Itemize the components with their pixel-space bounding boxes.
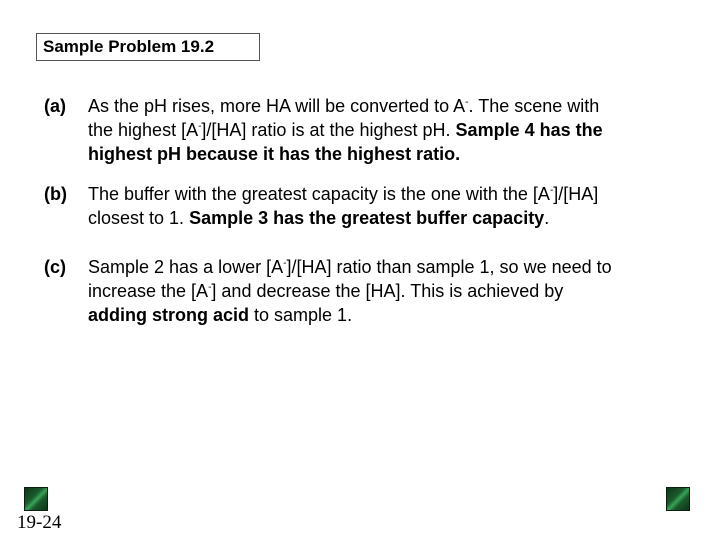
superscript: -	[465, 97, 469, 108]
part-b-label: (b)	[44, 184, 67, 204]
text-run: increase the [A	[88, 281, 209, 301]
text-run: ] and decrease the [HA]. This is achieved by	[211, 281, 564, 301]
part-c-text	[88, 255, 694, 327]
text-run: As the pH rises, more HA will be converted to A	[88, 96, 466, 116]
part-c-line-1	[88, 255, 694, 279]
part-b-line-2	[88, 206, 694, 230]
part-a-line-2	[88, 118, 694, 142]
part-b-text	[88, 182, 694, 230]
text-run: to sample 1.	[249, 305, 353, 325]
text-run: ]/[HA] ratio is at the highest pH.	[201, 120, 456, 140]
part-a-line-1	[88, 94, 694, 118]
text-run: . The scene with	[468, 96, 600, 116]
part-c-line-3	[88, 303, 694, 327]
bold-run: highest pH because it has the highest ratio.	[88, 144, 461, 164]
superscript: -	[549, 185, 554, 196]
text-run: ]/[HA]	[553, 184, 599, 204]
bold-run: Sample 3 has the greatest buffer capacity	[189, 208, 545, 228]
bold-run: adding strong acid	[88, 305, 250, 325]
text-run: .	[544, 208, 550, 228]
text-run: Sample 2 has a lower [A	[88, 257, 284, 277]
part-a-text	[88, 94, 694, 166]
part-c-label: (c)	[44, 257, 66, 277]
text-run: the highest [A	[88, 120, 199, 140]
text-run: closest to 1.	[88, 208, 190, 228]
part-a-label: (a)	[44, 96, 66, 116]
answer-part-b	[44, 182, 694, 230]
part-c-line-2	[88, 279, 694, 303]
slide-corner-icon	[666, 487, 690, 511]
page-number: 19-24	[17, 512, 62, 533]
part-a-line-3	[88, 142, 694, 166]
superscript: -	[283, 258, 287, 269]
text-run: ]/[HA] ratio than sample 1, so we need to	[286, 257, 612, 277]
problem-title: Sample Problem 19.2	[36, 33, 260, 61]
bold-run: Sample 4 has the	[455, 120, 603, 140]
part-b-line-1	[88, 182, 694, 206]
answer-part-a	[44, 94, 694, 166]
answer-part-c	[44, 255, 694, 327]
text-run: The buffer with the greatest capacity is the one with the [A	[88, 184, 550, 204]
superscript: -	[208, 282, 212, 293]
superscript: -	[198, 121, 202, 132]
slide-corner-icon	[24, 487, 48, 511]
